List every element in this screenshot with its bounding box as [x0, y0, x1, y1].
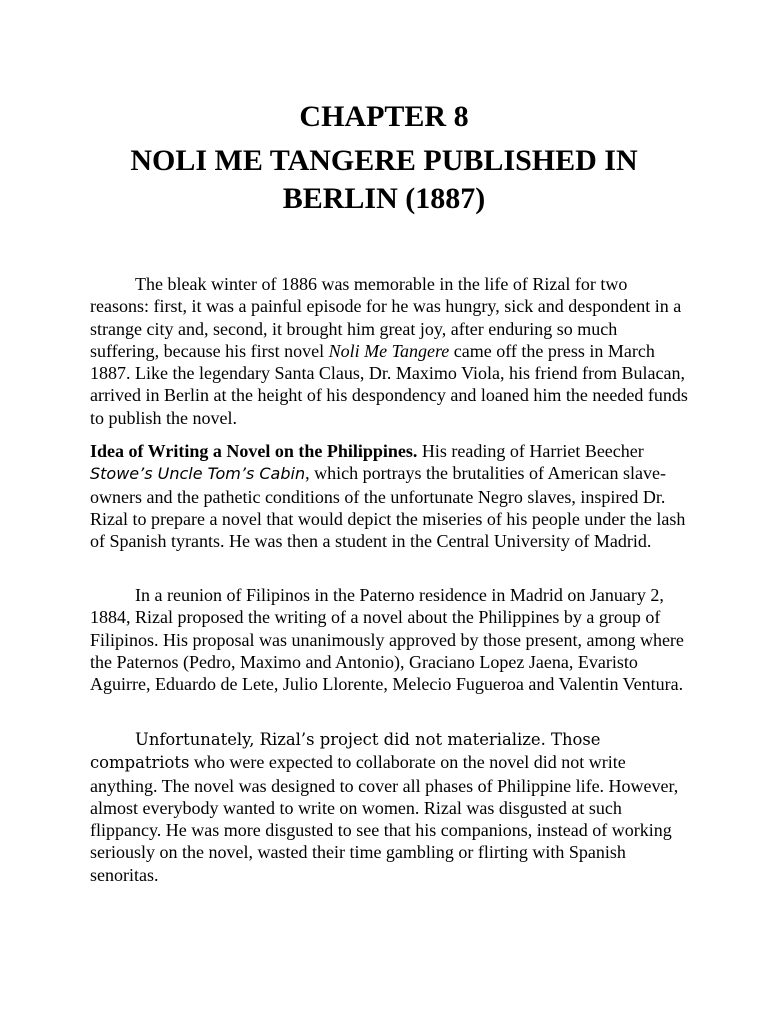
chapter-title-line-1: NOLI ME TANGERE PUBLISHED IN [130, 144, 638, 177]
chapter-title [0, 142, 768, 218]
paragraph-2-text-b: , which portrays the brutalities of American slave-owners and the pathetic conditions of the unfortunate Negro slaves, inspired Dr. Rizal to prepare a novel that would depict the miseries of his people under the lash of Spanish tyrants. He was then a student in the Central University of Madrid. [90, 463, 686, 552]
chapter-number: CHAPTER 8 [299, 100, 469, 133]
section-heading: Idea of Writing a Novel on the Philippines. [90, 441, 418, 461]
paragraph-2 [90, 440, 690, 552]
paragraph-1-text-a: The bleak winter of 1886 was memorable in the life of Rizal for two reasons: first, it was a painful episode for he was hungry, sick and despondent in a strange city and, second, it brought him great joy, after enduring so much suffering, because his first novel [90, 274, 682, 361]
chapter-title-line-2: BERLIN (1887) [282, 182, 486, 215]
paragraph-4-text-b: who were expected to collaborate on the novel did not write anything. The novel was designed to cover all phases of Philippine life. However, almost everybody wanted to write on women. Rizal was disgusted at such flippancy. He was more disgusted to see that his companions, instead of working seriously on the novel, wasted their time gambling or flirting with Spanish senoritas. [90, 752, 679, 885]
paragraph-4 [90, 728, 690, 886]
paragraph-3: In a reunion of Filipinos in the Paterno residence in Madrid on January 2, 1884, Rizal proposed the writing of a novel about the Philippines by a group of Filipinos. His proposal was unanimously approved by those present, among where the Paternos (Pedro, Maximo and Antonio), Graciano Lopez Jaena, Evaristo Aguirre, Eduardo de Lete, Julio Llorente, Melecio Fugueroa and Valentin Ventura. [90, 585, 684, 695]
novel-title: Noli Me Tangere [328, 340, 450, 361]
paragraph-4-text-a: Unfortunately, Rizal’s project did not materialize. Those compatriots [90, 730, 601, 773]
book-title: Stowe’s Uncle Tom’s Cabin [90, 464, 306, 484]
paragraph-1-text-b: came off the press in March 1887. Like the legendary Santa Claus, Dr. Maximo Viola, his friend from Bulacan, arrived in Berlin at the height of his despondency and loaned him the needed funds to publish the novel. [90, 340, 688, 428]
paragraph-1 [90, 273, 690, 429]
paragraph-2-text-a: His reading of Harriet Beecher [417, 441, 644, 461]
